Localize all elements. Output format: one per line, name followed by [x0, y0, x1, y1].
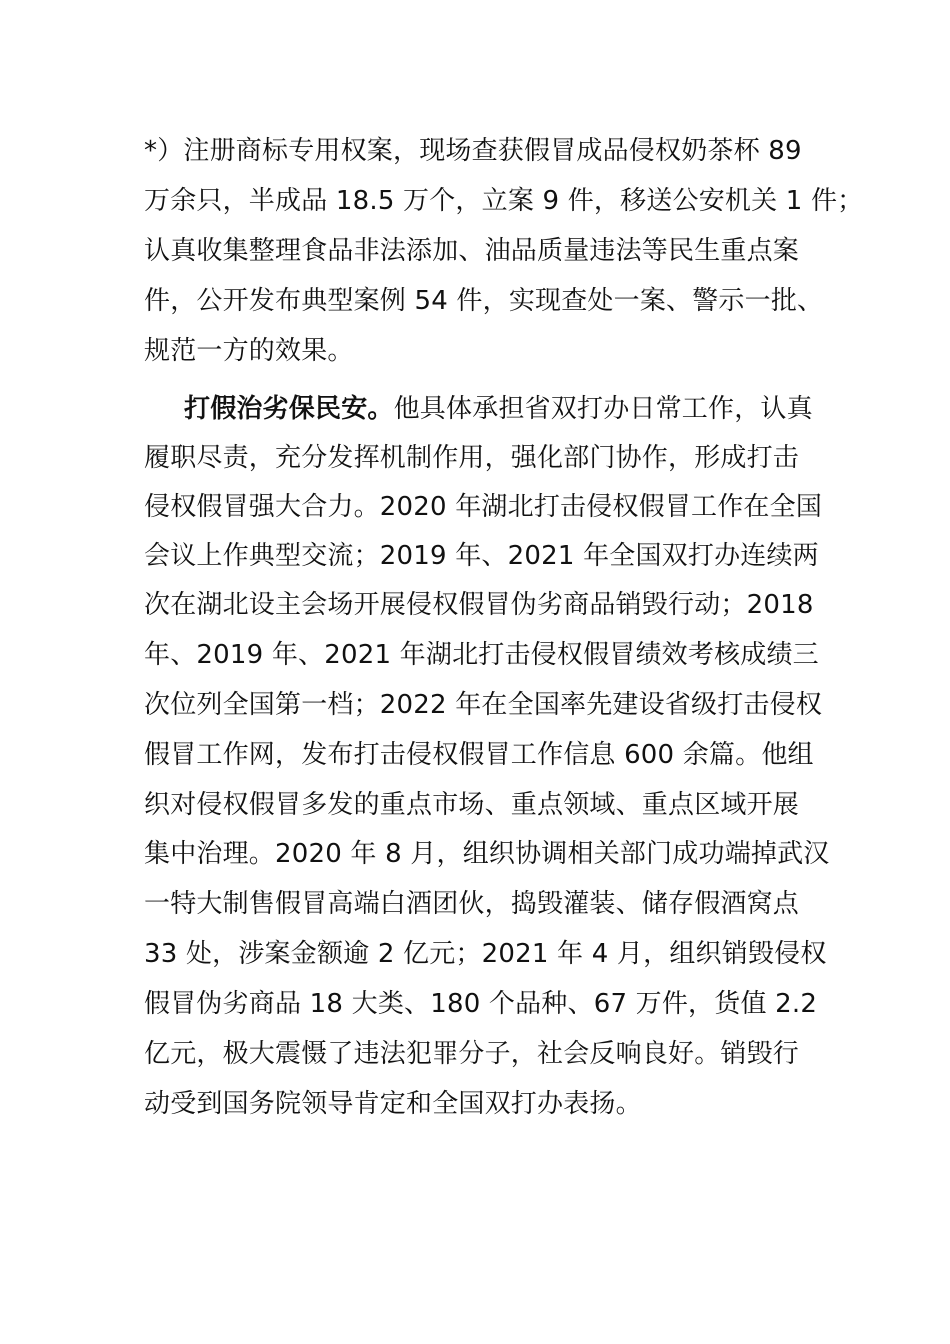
- paragraph-1-line: 规范一方的效果。: [144, 336, 354, 366]
- paragraph-2-line: 集中治理。2020 年 8 月，组织协调相关部门成功端掉武汉: [144, 839, 830, 869]
- paragraph-heading: 打假治劣保民安。: [184, 394, 394, 424]
- paragraph-2-first-line-text: 他具体承担省双打办日常工作，认真: [393, 394, 813, 424]
- paragraph-2-line: 年、2019 年、2021 年湖北打击侵权假冒绩效考核成绩三: [144, 640, 819, 670]
- paragraph-2-line: 动受到国务院领导肯定和全国双打办表扬。: [144, 1089, 642, 1119]
- paragraph-2-line: 侵权假冒强大合力。2020 年湖北打击侵权假冒工作在全国: [144, 492, 823, 522]
- paragraph-2-line: 亿元，极大震慑了违法犯罪分子，社会反响良好。销毁行: [144, 1039, 800, 1069]
- paragraph-2-line: 假冒工作网，发布打击侵权假冒工作信息 600 余篇。他组: [144, 740, 814, 770]
- paragraph-2-first-line: [184, 384, 813, 434]
- paragraph-1-line: 件，公开发布典型案例 54 件，实现查处一案、警示一批、: [144, 286, 824, 316]
- paragraph-2-line: 次位列全国第一档；2022 年在全国率先建设省级打击侵权: [144, 690, 823, 720]
- paragraph-2-line: 履职尽责，充分发挥机制作用，强化部门协作，形成打击: [144, 443, 800, 473]
- paragraph-1-line: *）注册商标专用权案，现场查获假冒成品侵权奶茶杯 89: [144, 136, 802, 166]
- paragraph-1-line: 万余只，半成品 18.5 万个，立案 9 件，移送公安机关 1 件；: [144, 186, 864, 216]
- paragraph-2-line: 假冒伪劣商品 18 大类、180 个品种、67 万件，货值 2.2: [144, 989, 818, 1019]
- paragraph-2-line: 织对侵权假冒多发的重点市场、重点领域、重点区域开展: [144, 790, 800, 820]
- paragraph-2-line: 会议上作典型交流；2019 年、2021 年全国双打办连续两: [144, 541, 819, 571]
- paragraph-2-line: 33 处，涉案金额逾 2 亿元；2021 年 4 月，组织销毁侵权: [144, 939, 827, 969]
- paragraph-2-line: 一特大制售假冒高端白酒团伙，捣毁灌装、储存假酒窝点: [144, 889, 800, 919]
- paragraph-2-line: 次在湖北设主会场开展侵权假冒伪劣商品销毁行动；2018: [144, 590, 814, 620]
- paragraph-1-line: 认真收集整理食品非法添加、油品质量违法等民生重点案: [144, 236, 800, 266]
